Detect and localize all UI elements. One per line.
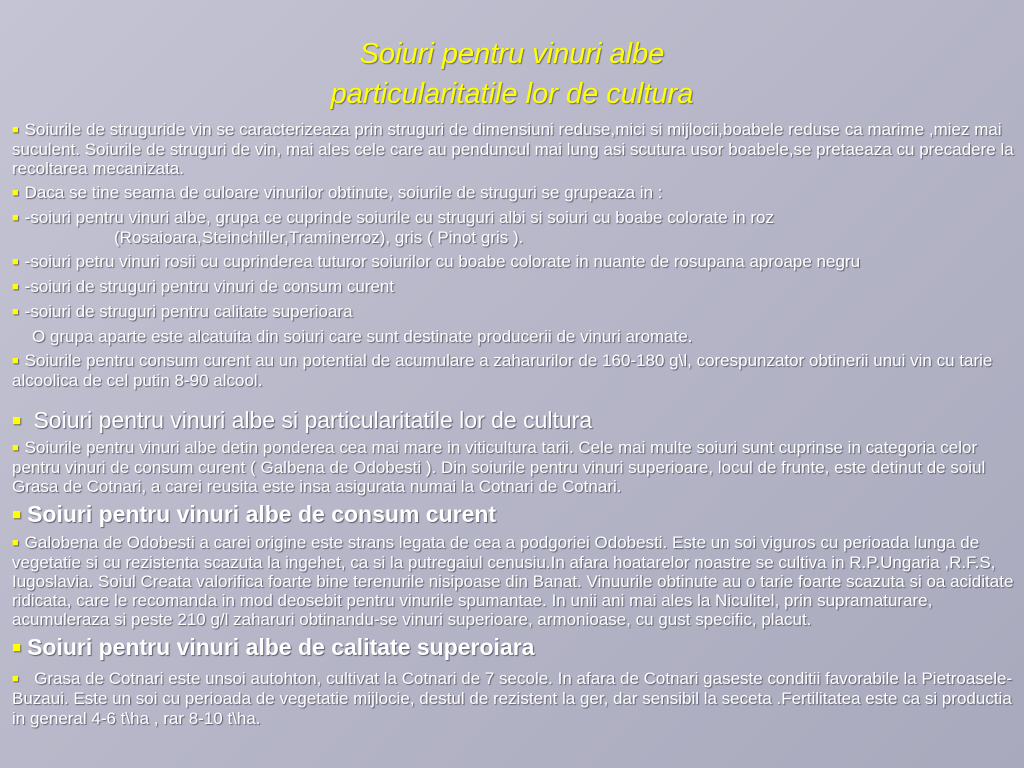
slide-title [0,34,1024,114]
paragraph-text: Grasa de Cotnari este unsoi autohton, cultivat la Cotnari de 7 secole. In afara de Cotnari gaseste conditii favorabile la Pietroasele-Buzaui. Este un soi cu perioada de vegetatie mijlocie, destul de rezistent la ger, dar sensibil la seceta .Fertilitatea este ca si productia in general 4-6 t\ha , rar 8-10 t\ha. [12,669,1013,728]
bullet-icon: ■ [12,212,19,224]
list-item-vinuri-albe [12,208,1017,247]
list-item-text: -soiuri de struguri pentru vinuri de consum curent [24,277,395,296]
title-line-1: Soiuri pentru vinuri albe [359,38,665,70]
list-item-text: -soiuri petru vinuri rosii cu cuprinderea tuturor soiurilor cu boabe colorate in nuante de rosupana aproape negru [24,252,861,271]
paragraph-text: Daca se tine seama de culoare vinurilor obtinute, soiurile de struguri se grupeaza in : [24,183,663,202]
paragraph-pondere [12,438,1017,496]
bullet-icon: ■ [12,187,19,199]
bullet-icon: ■ [12,124,19,136]
heading-text: Soiuri pentru vinuri albe de calitate superoiara [27,634,535,660]
title-line-2: particularitatile lor de cultura [330,78,694,110]
bullet-icon: ■ [12,537,19,549]
list-item-text-continued: (Rosaioara,Steinchiller,Traminerroz), gris ( Pinot gris ). [114,228,524,247]
bullet-icon: ■ [12,673,19,685]
list-item-text: -soiuri pentru vinuri albe, grupa ce cuprinde soiurile cu struguri albi si soiuri cu boabe colorate in roz [24,208,774,227]
bullet-icon: ■ [12,412,22,429]
heading-text: Soiuri pentru vinuri albe si particularitatile lor de cultura [33,407,593,433]
bullet-icon: ■ [12,355,19,367]
slide-body [12,120,1017,729]
paragraph-grasa-cotnari [12,669,1017,729]
paragraph-text: Galobena de Odobesti a carei origine este strans legata de cea a podgoriei Odobesti. Este un soi viguros cu perioada lunga de vegetatie si cu rezistenta scazuta la ingehet, ca si la putregaiul cenusiu.In afara hoatarelor noastre se cultiva in R.P.Ungaria ,R.F.S, Iugoslavia. Soiul Creata valorifica foarte bine terenurile nisipoase din Banat. Vinuurile obtinute au o tarie foarte scazuta si oa aciditate ridicata, care le recomanda in mod deosebit pentru vinurile spumantae. In unii ani mai ales la Niculitel, prin supramaturare, acumuleraza si peste 210 g/l zaharuri obtinandu-se vinuri superioare, armonioase, cu gust specific, placut. [12,533,1014,629]
section-heading-calitate-superioara [12,634,1017,661]
bullet-icon: ■ [12,281,19,293]
list-item-consum-curent [12,277,1017,297]
heading-text: Soiuri pentru vinuri albe de consum curent [27,501,497,527]
paragraph-text: Soiurile de struguride vin se caracterizeaza prin struguri de dimensiuni reduse,mici si mijlocii,boabele reduse ca marime ,miez mai suculent. Soiurile de struguri de vin, mai ales cele care au penduncul mai lung asi scutura usor boabele,se pretaeaza cu precadere la recoltarea mecanizata. [12,120,1014,178]
paragraph-potential-zaharuri [12,351,1017,390]
bullet-icon: ■ [12,442,19,454]
section-heading-particularitati [12,407,1017,434]
list-item-vinuri-rosii [12,252,1017,272]
paragraph-text: Soiurile pentru vinuri albe detin ponderea cea mai mare in viticultura tarii. Cele mai multe soiuri sunt cuprinse in categoria celor pentru vinuri de consum curent ( Galbena de Odobesti ). Din soiurile pentru vinuri superioare, locul de frunte, este detinut de soiul Grasa de Cotnari, a carei reusita este insa asigurata numai la Cotnari de Cotnari. [12,438,986,496]
list-item-calitate-superioara [12,302,1017,322]
bullet-icon: ■ [12,256,19,268]
paragraph-vinuri-aromate: O grupa aparte este alcatuita din soiuri care sunt destinate producerii de vinuri aromate. [32,327,693,346]
paragraph-struguri-vin [12,120,1017,178]
bullet-icon: ■ [12,506,22,523]
bullet-icon: ■ [12,639,22,656]
list-item-text: -soiuri de struguri pentru calitate superioara [24,302,353,321]
paragraph-text: Soiurile pentru consum curent au un potential de acumulare a zaharurilor de 160-180 g\l, corespunzator obtinerii unui vin cu tarie alcoolica de cel putin 8-90 alcool. [12,351,993,390]
bullet-icon: ■ [12,306,19,318]
section-heading-consum-curent [12,501,1017,528]
paragraph-grupare [12,183,1017,203]
paragraph-galbena-odobesti [12,533,1017,629]
